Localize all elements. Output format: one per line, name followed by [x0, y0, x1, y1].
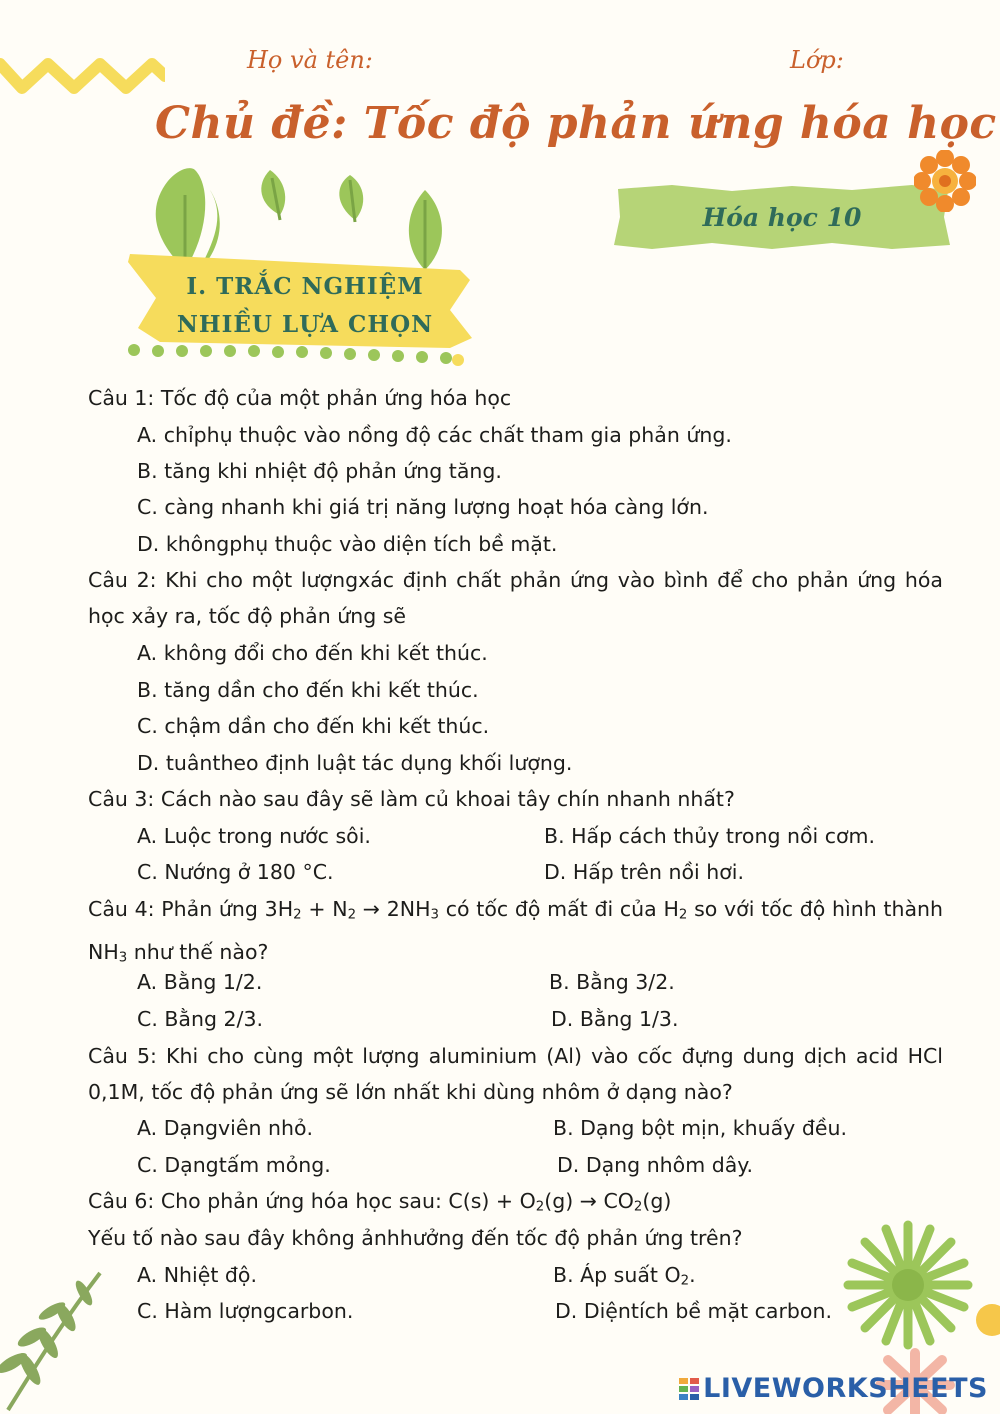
question-4-option-d[interactable]: D. Bằng 1/3.	[551, 1007, 679, 1031]
q4-sub-n2: 2	[347, 907, 357, 923]
section-heading-line2: NHIỀU LỰA CHỌN	[176, 311, 434, 338]
question-6-option-c[interactable]: C. Hàm lượngcarbon.	[137, 1299, 354, 1323]
fern-decoration	[0, 1265, 110, 1414]
question-5-option-b[interactable]: B. Dạng bột mịn, khuấy đều.	[553, 1116, 847, 1140]
q4-tail: như thế nào?	[127, 939, 269, 964]
q4-arrow: → 2NH	[356, 897, 431, 921]
question-5-stem: Câu 5: Khi cho cùng một lượng aluminium (Al) vào cốc đựng dung dịch acid HCl 0,1M, tốc độ phản ứng sẽ lớn nhất khi dùng nhôm ở dạng nào?	[88, 1044, 943, 1104]
question-1-stem: Câu 1: Tốc độ của một phản ứng hóa học	[88, 386, 512, 410]
question-4-option-b[interactable]: B. Bằng 3/2.	[549, 970, 675, 994]
question-5-option-c[interactable]: C. Dạngtấm mỏng.	[137, 1153, 331, 1177]
q6-b-sub: 2	[680, 1273, 690, 1289]
q4-end: so với tốc độ hình thành NH	[88, 897, 944, 964]
question-5-option-a[interactable]: A. Dạngviên nhỏ.	[137, 1116, 314, 1140]
class-label: Lớp:	[790, 46, 844, 74]
question-3-option-d[interactable]: D. Hấp trên nồi hơi.	[544, 860, 744, 884]
q6-sub-o2: 2	[535, 1199, 545, 1215]
question-2-option-d[interactable]: D. tuântheo định luật tác dụng khối lượng.	[137, 751, 573, 775]
q4-sub-h2b: 2	[678, 907, 688, 923]
liveworksheets-logo[interactable]	[679, 1373, 988, 1404]
q4-stem-prefix: Câu 4: Phản ứng 3H	[88, 897, 294, 921]
question-2-option-c[interactable]: C. chậm dần cho đến khi kết thúc.	[137, 714, 490, 738]
question-4-option-a[interactable]: A. Bằng 1/2.	[137, 970, 263, 994]
q6-end: (g)	[642, 1189, 672, 1213]
name-label: Họ và tên:	[247, 46, 373, 74]
question-1-option-d[interactable]: D. khôngphụ thuộc vào diện tích bề mặt.	[137, 532, 558, 556]
q6-stem-prefix: Câu 6: Cho phản ứng hóa học sau: C(s) + O	[88, 1189, 536, 1213]
question-6-option-a[interactable]: A. Nhiệt độ.	[137, 1263, 257, 1287]
q6-b-end: .	[689, 1263, 696, 1287]
q4-plus-n: + N	[301, 897, 348, 921]
question-2-option-b[interactable]: B. tăng dần cho đến khi kết thúc.	[137, 678, 479, 702]
liveworksheets-logo-text: LIVEWORKSHEETS	[703, 1373, 988, 1404]
q4-sub-h2: 2	[293, 907, 302, 923]
yellow-flower-icon	[970, 1290, 1000, 1350]
question-2-stem: Câu 2: Khi cho một lượngxác định chất phản ứng vào bình để cho phản ứng hóa học xảy ra, tốc độ phản ứng sẽ	[88, 568, 943, 628]
question-6-option-d[interactable]: D. Diệntích bề mặt carbon.	[555, 1299, 832, 1323]
question-3-option-c[interactable]: C. Nướng ở 180 °C.	[137, 860, 334, 884]
q4-mid: có tốc độ mất đi của H	[439, 897, 679, 921]
q4-sub-nh3: 3	[430, 907, 439, 923]
question-2-option-a[interactable]: A. không đổi cho đến khi kết thúc.	[137, 641, 488, 665]
question-6-line2: Yếu tố nào sau đây không ảnhhưởng đến tốc độ phản ứng trên?	[88, 1226, 743, 1250]
question-1-option-c[interactable]: C. càng nhanh khi giá trị năng lượng hoạt hóa càng lớn.	[137, 495, 709, 519]
zigzag-decoration	[0, 52, 165, 98]
q6-mid: (g) → CO	[544, 1189, 634, 1213]
question-1-option-a[interactable]: A. chỉphụ thuộc vào nồng độ các chất tham gia phản ứng.	[137, 423, 732, 447]
question-4-option-c[interactable]: C. Bằng 2/3.	[137, 1007, 264, 1031]
section-heading-line1: I. TRẮC NGHIỆM	[186, 273, 424, 300]
question-3-option-a[interactable]: A. Luộc trong nước sôi.	[137, 824, 371, 848]
q6-b-prefix: B. Áp suất O	[553, 1263, 681, 1287]
q4-sub-nh3b: 3	[118, 950, 128, 966]
page-title: Chủ đề: Tốc độ phản ứng hóa học	[155, 98, 997, 149]
question-3-stem: Câu 3: Cách nào sau đây sẽ làm củ khoai tây chín nhanh nhất?	[88, 787, 735, 811]
q6-sub-co2: 2	[633, 1199, 643, 1215]
question-5-option-d[interactable]: D. Dạng nhôm dây.	[557, 1153, 754, 1177]
question-3-option-b[interactable]: B. Hấp cách thủy trong nồi cơm.	[544, 824, 876, 848]
question-1-option-b[interactable]: B. tăng khi nhiệt độ phản ứng tăng.	[137, 459, 502, 483]
liveworksheets-icon	[679, 1376, 699, 1402]
subject-label: Hóa học 10	[702, 202, 862, 232]
section-heading	[160, 268, 450, 344]
